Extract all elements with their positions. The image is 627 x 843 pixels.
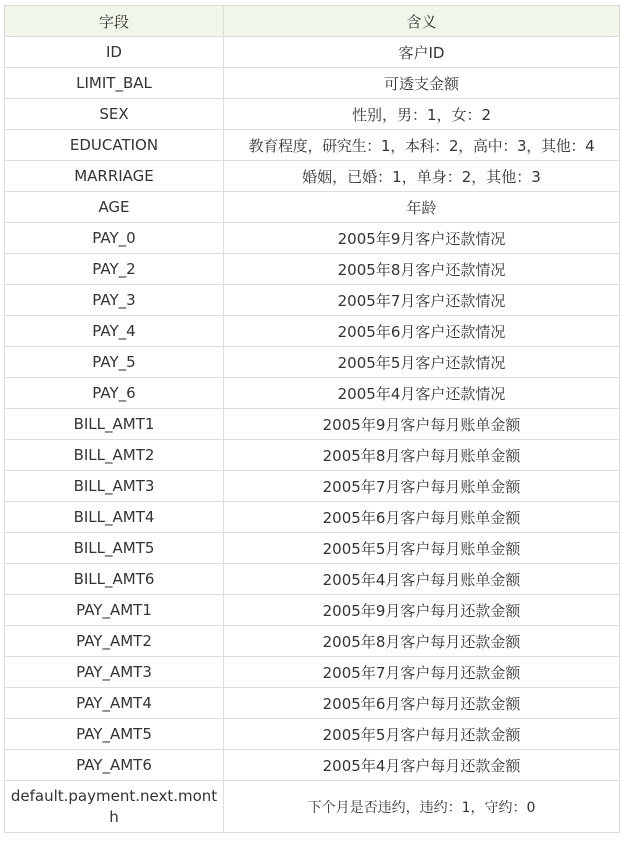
- field-cell: BILL_AMT1: [5, 409, 224, 440]
- meaning-cell: 2005年7月客户每月账单金额: [224, 471, 620, 502]
- meaning-cell: 年龄: [224, 192, 620, 223]
- field-cell: PAY_5: [5, 347, 224, 378]
- field-cell: BILL_AMT5: [5, 533, 224, 564]
- meaning-cell: 下个月是否违约，违约：1，守约：0: [224, 781, 620, 833]
- field-cell: EDUCATION: [5, 130, 224, 161]
- meaning-cell: 2005年9月客户还款情况: [224, 223, 620, 254]
- meaning-cell: 2005年4月客户每月账单金额: [224, 564, 620, 595]
- table-row: [5, 781, 620, 833]
- table-header-row: [5, 6, 620, 37]
- field-cell: BILL_AMT4: [5, 502, 224, 533]
- field-cell: BILL_AMT2: [5, 440, 224, 471]
- meaning-cell: 2005年7月客户还款情况: [224, 285, 620, 316]
- meaning-cell: 2005年8月客户每月还款金额: [224, 626, 620, 657]
- table-row: [5, 99, 620, 130]
- table-row: [5, 68, 620, 99]
- table-row: [5, 533, 620, 564]
- field-cell: PAY_3: [5, 285, 224, 316]
- table-row: [5, 409, 620, 440]
- table-row: [5, 161, 620, 192]
- meaning-cell: 2005年9月客户每月还款金额: [224, 595, 620, 626]
- field-cell: PAY_AMT2: [5, 626, 224, 657]
- meaning-cell: 2005年4月客户每月还款金额: [224, 750, 620, 781]
- field-cell: PAY_AMT5: [5, 719, 224, 750]
- table-row: [5, 688, 620, 719]
- table-row: [5, 378, 620, 409]
- meaning-cell: 2005年5月客户每月还款金额: [224, 719, 620, 750]
- table-row: [5, 595, 620, 626]
- meaning-cell: 2005年5月客户还款情况: [224, 347, 620, 378]
- table-row: [5, 254, 620, 285]
- field-cell: AGE: [5, 192, 224, 223]
- header-field: 字段: [5, 6, 224, 37]
- meaning-cell: 2005年6月客户每月账单金额: [224, 502, 620, 533]
- table-row: [5, 502, 620, 533]
- field-cell: LIMIT_BAL: [5, 68, 224, 99]
- table-row: [5, 37, 620, 68]
- table-row: [5, 657, 620, 688]
- table-row: [5, 750, 620, 781]
- meaning-cell: 教育程度，研究生：1，本科：2，高中：3，其他：4: [224, 130, 620, 161]
- meaning-cell: 2005年8月客户还款情况: [224, 254, 620, 285]
- field-cell: BILL_AMT6: [5, 564, 224, 595]
- meaning-cell: 2005年6月客户还款情况: [224, 316, 620, 347]
- header-meaning: 含义: [224, 6, 620, 37]
- field-cell: ID: [5, 37, 224, 68]
- field-cell: PAY_4: [5, 316, 224, 347]
- field-cell: PAY_AMT4: [5, 688, 224, 719]
- meaning-cell: 2005年4月客户还款情况: [224, 378, 620, 409]
- meaning-cell: 2005年5月客户每月账单金额: [224, 533, 620, 564]
- table-row: [5, 471, 620, 502]
- meaning-cell: 2005年9月客户每月账单金额: [224, 409, 620, 440]
- table-row: [5, 130, 620, 161]
- meaning-cell: 性别，男：1，女：2: [224, 99, 620, 130]
- table-row: [5, 192, 620, 223]
- table-row: [5, 347, 620, 378]
- meaning-cell: 可透支金额: [224, 68, 620, 99]
- table-row: [5, 626, 620, 657]
- meaning-cell: 2005年7月客户每月还款金额: [224, 657, 620, 688]
- field-cell: SEX: [5, 99, 224, 130]
- table-row: [5, 564, 620, 595]
- table-row: [5, 440, 620, 471]
- field-cell: BILL_AMT3: [5, 471, 224, 502]
- field-table-container: [4, 5, 620, 833]
- meaning-cell: 客户ID: [224, 37, 620, 68]
- field-cell: PAY_2: [5, 254, 224, 285]
- field-cell: PAY_0: [5, 223, 224, 254]
- meaning-cell: 婚姻，已婚：1，单身：2，其他：3: [224, 161, 620, 192]
- meaning-cell: 2005年8月客户每月账单金额: [224, 440, 620, 471]
- meaning-cell: 2005年6月客户每月还款金额: [224, 688, 620, 719]
- field-cell: PAY_AMT6: [5, 750, 224, 781]
- field-cell: default.payment.next.month: [5, 781, 224, 833]
- table-row: [5, 285, 620, 316]
- field-cell: PAY_AMT3: [5, 657, 224, 688]
- field-cell: PAY_6: [5, 378, 224, 409]
- table-row: [5, 316, 620, 347]
- table-row: [5, 223, 620, 254]
- field-cell: MARRIAGE: [5, 161, 224, 192]
- field-cell: PAY_AMT1: [5, 595, 224, 626]
- table-row: [5, 719, 620, 750]
- field-definition-table: [4, 5, 620, 833]
